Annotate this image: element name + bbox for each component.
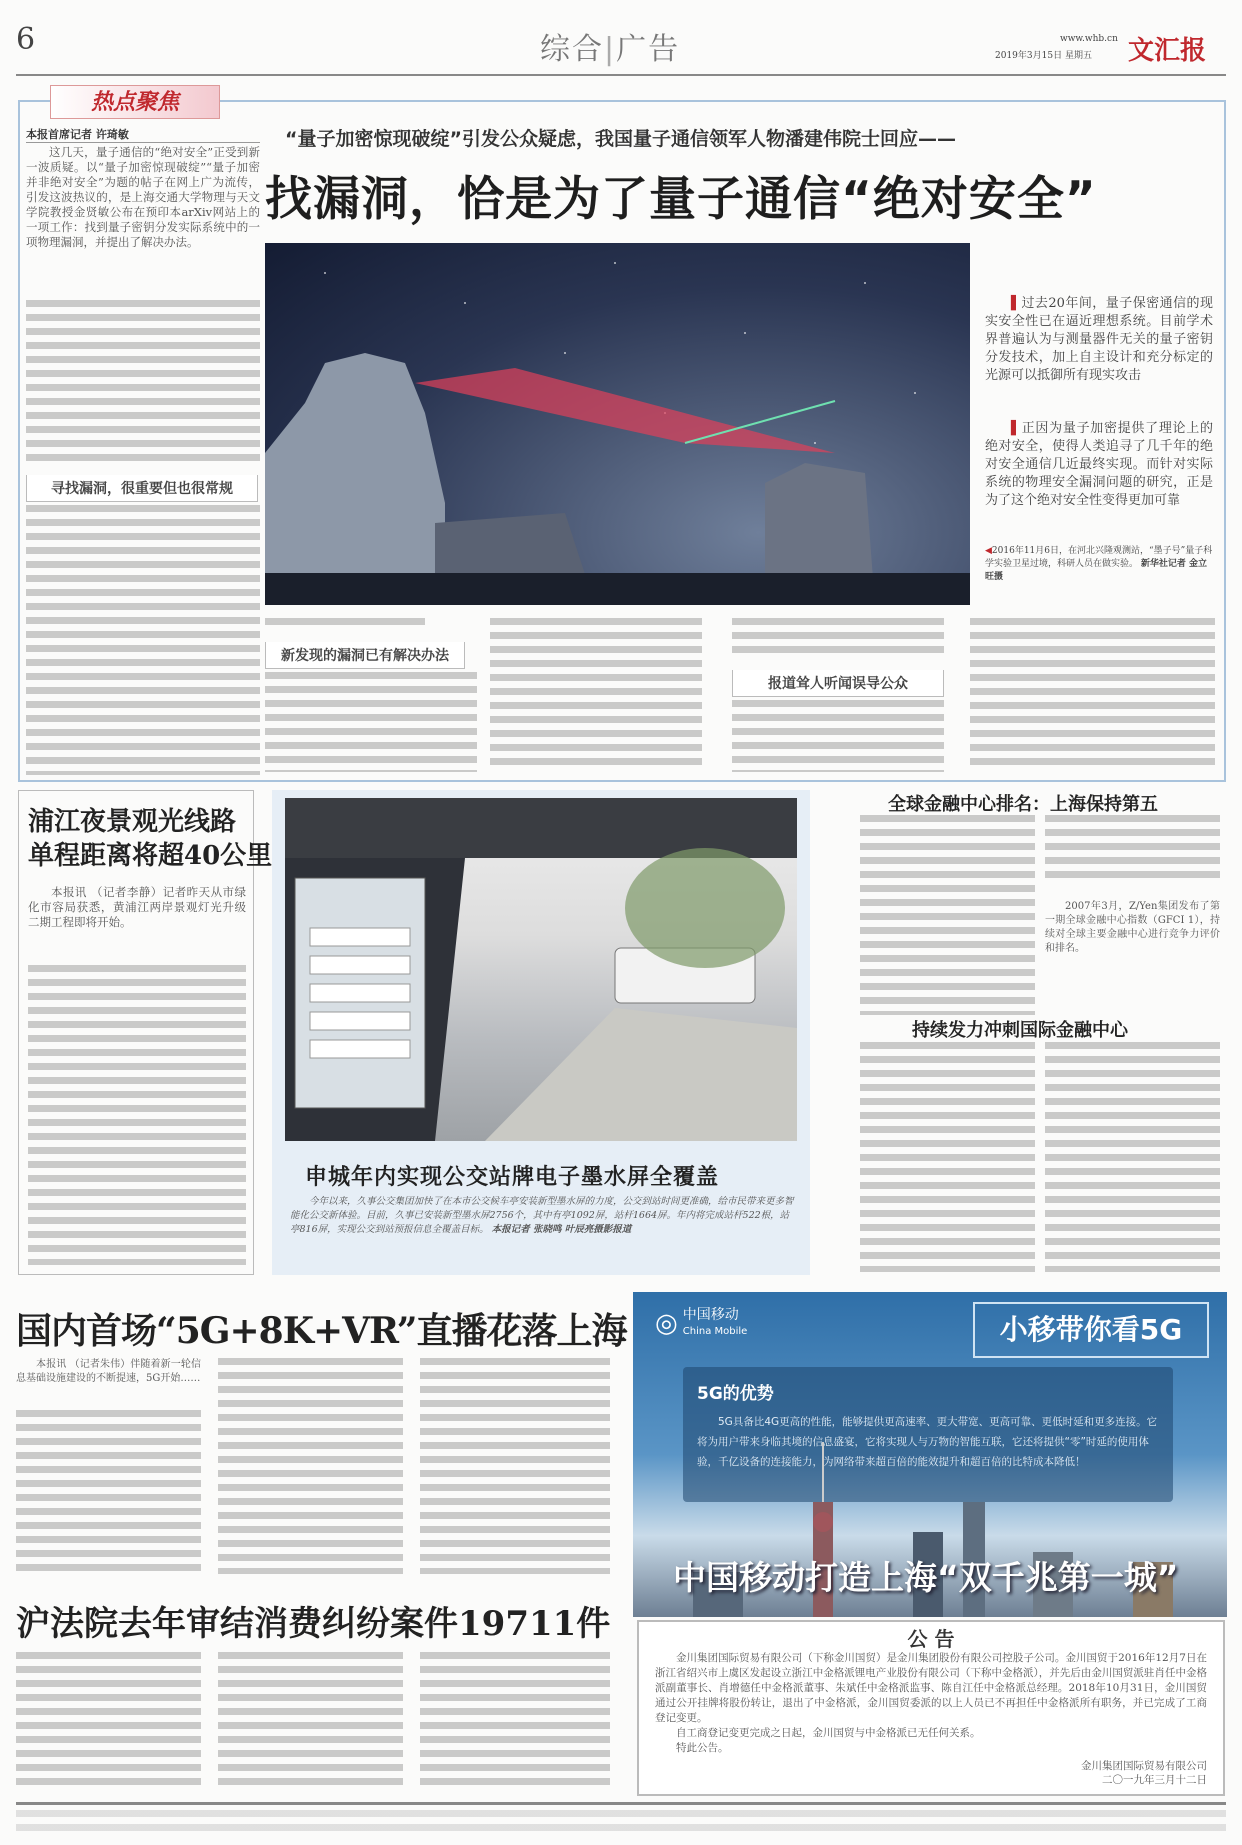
- notice-date: 二〇一九年三月十二日: [1102, 1774, 1207, 1786]
- column-logo: 热点聚焦: [50, 85, 220, 119]
- notice-paragraph: 特此公告。: [676, 1742, 729, 1754]
- article-text: [265, 672, 477, 772]
- article-text: [860, 815, 1035, 1015]
- section-name-2: 广告: [616, 32, 681, 67]
- section-title: 综合|广告: [540, 32, 681, 67]
- pull-quote: [985, 420, 1213, 510]
- notice-title: 公 告: [907, 1627, 955, 1651]
- article-text: [28, 965, 246, 1265]
- notice-signer: 金川集团国际贸易有限公司: [1081, 1760, 1207, 1772]
- footer-imprint: [16, 1810, 1226, 1834]
- china-mobile-logo: ◎ 中国移动 China Mobile: [655, 1307, 748, 1339]
- photo-credit: 本报记者 张晓鸣 叶辰亮摄影报道: [491, 1224, 632, 1235]
- bus-caption: 今年以来，久事公交集团加快了在本市公交候车亭安装新型墨水屏的力度，公交到站时间更准确，给市民带来更多智能化公交新体验。目前，久事已安装新型墨水屏2756个，其中有亭1092屏，站杆1664屏。年内将完成站杆522根，站亭816屏，实现公交到站预报信息全覆盖目标。 本报记者 张晓鸣 叶辰亮摄影报道: [290, 1196, 794, 1235]
- finance-subheadline: 持续发力冲刺国际金融中心: [912, 1020, 1128, 1041]
- bus-stop-photo: [285, 798, 797, 1141]
- china-mobile-logo-icon: ◎: [655, 1308, 678, 1339]
- photo-credit: 新华社记者 金立旺摄: [985, 559, 1208, 582]
- article-text: [970, 618, 1215, 772]
- paper-logo: 文汇报: [1128, 36, 1207, 66]
- 5g-headline: 国内首场“5G+8K+VR”直播花落上海: [16, 1310, 627, 1352]
- article-text: [218, 1652, 403, 1792]
- page-number: 6: [16, 22, 36, 57]
- article-text: [218, 1358, 403, 1574]
- 5g-lead: 本报讯 （记者朱伟）伴随着新一轮信息基础设施建设的不断提速，5G开始……: [16, 1359, 201, 1384]
- notice-paragraph: 金川集团国际贸易有限公司（下称金川国贸）是金川集团股份有限公司控股子公司。金川国贸于2016年12月7日在浙江省绍兴市上虞区发起设立浙江中金格派锂电产业股份有限公司（下称中金格派），并先后由金川国贸派驻肖任中金格派副董事长、肖增德任中金格派董事、朱斌任中金格派监事、陈自江任中金格派总经理。2018年10月31日，金川国贸通过公开挂牌将股份转让，退出了中金格派，金川国贸委派的以上人员已不再担任中金格派所有职务，并已完成了工商登记变更。: [655, 1652, 1207, 1724]
- article-text: [420, 1652, 610, 1792]
- court-headline: 沪法院去年审结消费纠纷案件19711件: [16, 1604, 611, 1644]
- article-text: [732, 618, 944, 660]
- red-marker-icon: ▌: [1011, 421, 1021, 436]
- observatory-photo: [265, 243, 970, 605]
- china-mobile-ad: [633, 1292, 1227, 1617]
- ad-box-title: 5G的优势: [697, 1384, 774, 1404]
- website: www.whb.cn: [1060, 34, 1118, 44]
- photo-illustration: [265, 243, 970, 605]
- article-text: [1045, 1042, 1220, 1272]
- article-text: [1045, 815, 1220, 885]
- ad-slogan: 中国移动打造上海“双千兆第一城”: [673, 1558, 1179, 1597]
- article-text: [490, 618, 702, 772]
- pujiang-headline: 浦江夜景观光线路 单程距离将超40公里: [28, 807, 273, 871]
- photo-illustration: [285, 798, 797, 1141]
- article-text: [732, 700, 944, 772]
- subhead: 寻找漏洞，很重要但也很常规: [26, 475, 258, 502]
- article-text: [420, 1358, 610, 1574]
- pull-quote-text: 过去20年间，量子保密通信的现实安全性已在逼近理想系统。目前学术界普遍认为与测量器件无关的量子密钥分发技术，加上自主设计和充分标定的光源可以抵御所有现实攻击: [985, 296, 1213, 383]
- article-text: [265, 618, 425, 632]
- notice-box: [637, 1620, 1225, 1796]
- pull-quote-text: 正因为量子加密提供了理论上的绝对安全，使得人类追寻了几千年的绝对安全通信几近最终实现。而针对实际系统的物理安全漏洞问题的研究，正是为了这个绝对安全性变得更加可靠: [985, 421, 1213, 508]
- subhead: 新发现的漏洞已有解决办法: [265, 642, 465, 669]
- pull-quote: [985, 295, 1213, 385]
- byline: 本报首席记者 许琦敏: [26, 126, 260, 143]
- kicker: “量子加密惊现破绽”引发公众疑虑，我国量子通信领军人物潘建伟院士回应——: [285, 128, 956, 150]
- lead-paragraph: 这几天，量子通信的“绝对安全”正受到新一波质疑。以“量子加密惊现破绽”“量子加密并非绝对安全”为题的帖子在网上广为流传，引发这波热议的，是上海交通大学物理与天文学院教授金贤敏公布在预印本arXiv网站上的一项工作：找到量子密钥分发实际系统中的一项物理漏洞，并提出了解决办法。: [26, 145, 260, 249]
- ad-box-text: 5G具备比4G更高的性能，能够提供更高速率、更大带宽、更高可靠、更低时延和更多连接。它将为用户带来身临其境的信息盛宴，它将实现人与万物的智能互联，它还将提供“零”时延的使用体验，千亿设备的连接能力，为网络带来超百倍的能效提升和超百倍的比特成本降低！: [697, 1416, 1158, 1468]
- notice-paragraph: 自工商登记变更完成之日起，金川国贸与中金格派已无任何关系。: [676, 1727, 981, 1739]
- arrow-left-icon: ◀: [985, 546, 992, 556]
- ad-tagline: 小移带你看5G: [973, 1302, 1209, 1358]
- red-marker-icon: ▌: [1011, 296, 1021, 311]
- subhead: 报道耸人听闻误导公众: [732, 670, 944, 697]
- finance-snippet: 2007年3月，Z/Yen集团发布了第一期全球金融中心指数（GFCI 1），持续对全球主要金融中心进行竞争力评价和排名。: [1045, 901, 1220, 954]
- section-name: 综合: [540, 32, 604, 67]
- main-headline: 找漏洞，恰是为了量子通信“绝对安全”: [265, 172, 1097, 227]
- article-text: [16, 1652, 201, 1792]
- pujiang-lead: 本报讯 （记者李静）记者昨天从市绿化市容局获悉，黄浦江两岸景观灯光升级二期工程即将开始。: [28, 885, 246, 929]
- article-text: [860, 1042, 1035, 1272]
- article-text: [16, 1410, 201, 1574]
- issue-date: 2019年3月15日 星期五: [995, 51, 1092, 61]
- photo-caption: ◀2016年11月6日，在河北兴隆观测站，“墨子号”量子科学实验卫星过境，科研人员在做实验。 新华社记者 金立旺摄: [985, 546, 1213, 582]
- article-text: [26, 300, 260, 468]
- article-text: [26, 505, 260, 775]
- bus-headline: 申城年内实现公交站牌电子墨水屏全覆盖: [305, 1164, 720, 1190]
- finance-headline: 全球金融中心排名：上海保持第五: [888, 794, 1158, 815]
